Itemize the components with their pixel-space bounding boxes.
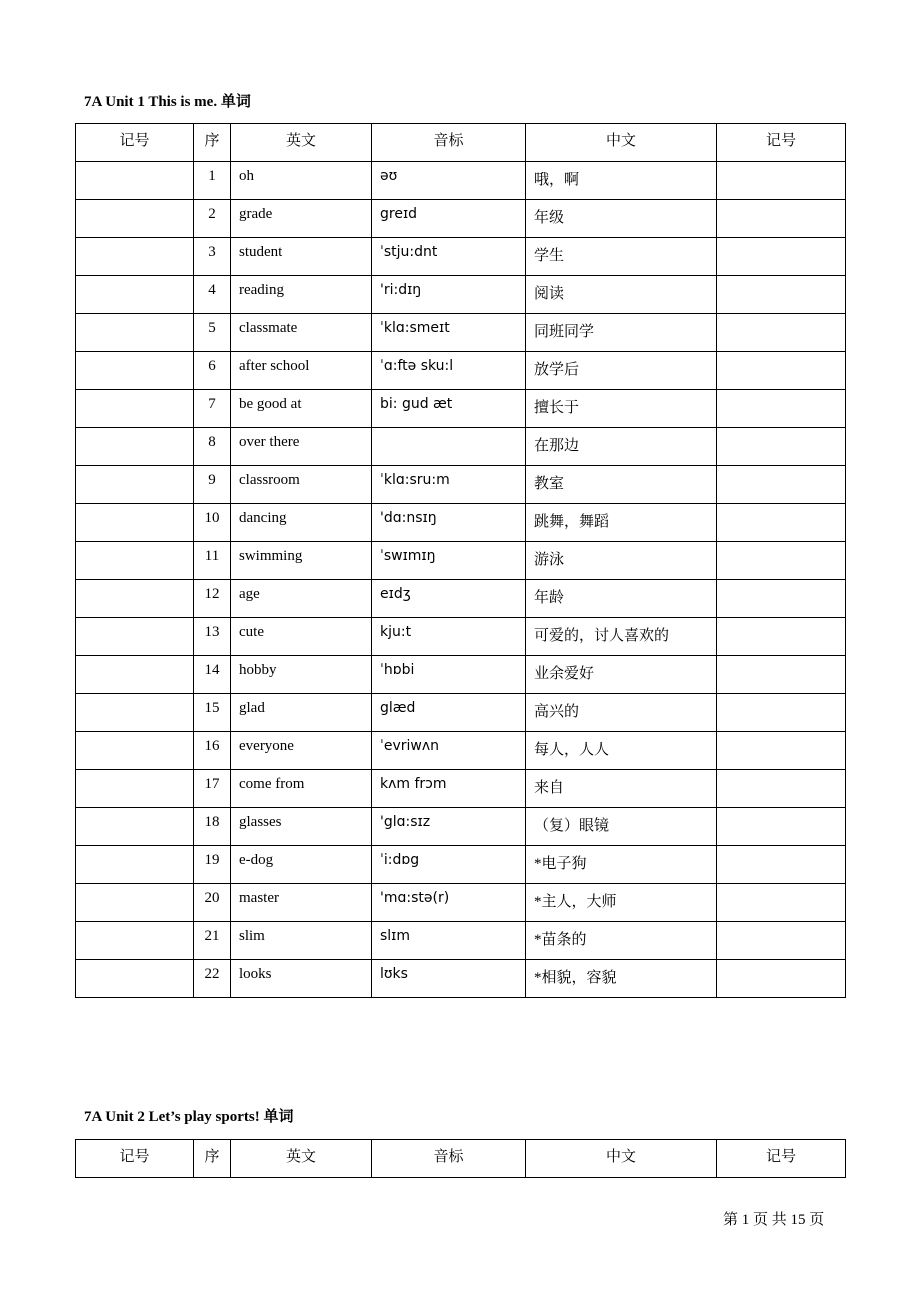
mark-cell-2[interactable] — [717, 542, 846, 580]
number-cell: 5 — [194, 314, 231, 352]
phonetic-cell: 'ri:dɪŋ — [372, 276, 526, 314]
table-row — [76, 390, 846, 428]
mark-cell[interactable] — [76, 314, 194, 352]
mark-cell-2[interactable] — [717, 314, 846, 352]
phonetic-cell: lʊks — [372, 960, 526, 998]
number-cell: 21 — [194, 922, 231, 960]
english-cell: e-dog — [231, 846, 372, 884]
mark-cell[interactable] — [76, 656, 194, 694]
english-cell: oh — [231, 162, 372, 200]
number-cell: 14 — [194, 656, 231, 694]
english-cell: swimming — [231, 542, 372, 580]
mark-cell-2[interactable] — [717, 466, 846, 504]
english-cell: student — [231, 238, 372, 276]
mark-cell[interactable] — [76, 276, 194, 314]
english-cell: be good at — [231, 390, 372, 428]
phonetic-cell: ˈklɑ:smeɪt — [372, 314, 526, 352]
phonetic-cell: ˈstju:dnt — [372, 238, 526, 276]
unit2-vocab-table — [75, 1139, 846, 1178]
mark-cell[interactable] — [76, 694, 194, 732]
table-row — [76, 314, 846, 352]
english-cell: master — [231, 884, 372, 922]
mark-cell[interactable] — [76, 770, 194, 808]
mark-cell-2[interactable] — [717, 200, 846, 238]
chinese-cell: 年级 — [526, 200, 717, 238]
phonetic-cell: kʌm frɔm — [372, 770, 526, 808]
chinese-cell: 来自 — [526, 770, 717, 808]
chinese-cell: 年龄 — [526, 580, 717, 618]
phonetic-cell: ˈi:dɒg — [372, 846, 526, 884]
table-row — [76, 428, 846, 466]
english-cell: reading — [231, 276, 372, 314]
header-mark-2: 记号 — [717, 124, 846, 162]
number-cell: 17 — [194, 770, 231, 808]
chinese-cell: 在那边 — [526, 428, 717, 466]
phonetic-cell: ˈɑ:ftə sku:l — [372, 352, 526, 390]
number-cell: 12 — [194, 580, 231, 618]
table-row — [76, 200, 846, 238]
phonetic-cell: glæd — [372, 694, 526, 732]
english-cell: hobby — [231, 656, 372, 694]
mark-cell[interactable] — [76, 580, 194, 618]
phonetic-cell: bi: gud æt — [372, 390, 526, 428]
header-chinese: 中文 — [526, 124, 717, 162]
chinese-cell: （复）眼镜 — [526, 808, 717, 846]
mark-cell-2[interactable] — [717, 162, 846, 200]
page-footer: 第 1 页 共 15 页 — [723, 1212, 825, 1228]
number-cell: 18 — [194, 808, 231, 846]
mark-cell[interactable] — [76, 200, 194, 238]
unit1-title: 7A Unit 1 This is me. 单词 — [84, 94, 251, 110]
mark-cell[interactable] — [76, 884, 194, 922]
mark-cell[interactable] — [76, 162, 194, 200]
number-cell: 22 — [194, 960, 231, 998]
number-cell: 9 — [194, 466, 231, 504]
chinese-cell: 教室 — [526, 466, 717, 504]
chinese-cell: 学生 — [526, 238, 717, 276]
number-cell: 13 — [194, 618, 231, 656]
table-row — [76, 276, 846, 314]
number-cell: 8 — [194, 428, 231, 466]
chinese-cell: *相貌，容貌 — [526, 960, 717, 998]
mark-cell-2[interactable] — [717, 618, 846, 656]
header-phonetic: 音标 — [372, 124, 526, 162]
phonetic-cell — [372, 428, 526, 466]
phonetic-cell: eɪdʒ — [372, 580, 526, 618]
mark-cell-2[interactable] — [717, 846, 846, 884]
table-row — [76, 960, 846, 998]
mark-cell-2[interactable] — [717, 770, 846, 808]
mark-cell[interactable] — [76, 922, 194, 960]
chinese-cell: *主人，大师 — [526, 884, 717, 922]
table-row — [76, 466, 846, 504]
table-row — [76, 884, 846, 922]
mark-cell[interactable] — [76, 732, 194, 770]
mark-cell-2[interactable] — [717, 352, 846, 390]
number-cell: 7 — [194, 390, 231, 428]
mark-cell[interactable] — [76, 352, 194, 390]
header-english: 英文 — [231, 1140, 372, 1178]
english-cell: grade — [231, 200, 372, 238]
phonetic-cell: kju:t — [372, 618, 526, 656]
chinese-cell: 游泳 — [526, 542, 717, 580]
number-cell: 16 — [194, 732, 231, 770]
chinese-cell: 跳舞，舞蹈 — [526, 504, 717, 542]
header-phonetic: 音标 — [372, 1140, 526, 1178]
mark-cell-2[interactable] — [717, 428, 846, 466]
mark-cell-2[interactable] — [717, 960, 846, 998]
unit2-title: 7A Unit 2 Let’s play sports! 单词 — [84, 1109, 294, 1125]
mark-cell[interactable] — [76, 808, 194, 846]
number-cell: 19 — [194, 846, 231, 884]
mark-cell[interactable] — [76, 466, 194, 504]
header-mark: 记号 — [76, 1140, 194, 1178]
chinese-cell: 哦，啊 — [526, 162, 717, 200]
mark-cell[interactable] — [76, 504, 194, 542]
unit1-vocab-table — [75, 123, 846, 998]
table-header-row — [76, 1140, 846, 1178]
phonetic-cell: ˈswɪmɪŋ — [372, 542, 526, 580]
chinese-cell: *苗条的 — [526, 922, 717, 960]
table-row — [76, 694, 846, 732]
number-cell: 6 — [194, 352, 231, 390]
mark-cell-2[interactable] — [717, 732, 846, 770]
chinese-cell: 阅读 — [526, 276, 717, 314]
english-cell: dancing — [231, 504, 372, 542]
chinese-cell: 每人，人人 — [526, 732, 717, 770]
table-row — [76, 504, 846, 542]
number-cell: 20 — [194, 884, 231, 922]
table-row — [76, 580, 846, 618]
header-chinese: 中文 — [526, 1140, 717, 1178]
mark-cell-2[interactable] — [717, 884, 846, 922]
mark-cell-2[interactable] — [717, 694, 846, 732]
chinese-cell: 同班同学 — [526, 314, 717, 352]
table-row — [76, 846, 846, 884]
mark-cell-2[interactable] — [717, 808, 846, 846]
header-english: 英文 — [231, 124, 372, 162]
english-cell: come from — [231, 770, 372, 808]
mark-cell-2[interactable] — [717, 504, 846, 542]
number-cell: 10 — [194, 504, 231, 542]
chinese-cell: 高兴的 — [526, 694, 717, 732]
phonetic-cell: ˈevriwʌn — [372, 732, 526, 770]
english-cell: after school — [231, 352, 372, 390]
table-row — [76, 352, 846, 390]
mark-cell-2[interactable] — [717, 276, 846, 314]
mark-cell-2[interactable] — [717, 390, 846, 428]
number-cell: 15 — [194, 694, 231, 732]
english-cell: age — [231, 580, 372, 618]
english-cell: glad — [231, 694, 372, 732]
chinese-cell: 可爱的，讨人喜欢的 — [526, 618, 717, 656]
header-number: 序 — [194, 1140, 231, 1178]
number-cell: 11 — [194, 542, 231, 580]
table-row — [76, 808, 846, 846]
table-row — [76, 732, 846, 770]
mark-cell-2[interactable] — [717, 580, 846, 618]
mark-cell[interactable] — [76, 390, 194, 428]
english-cell: over there — [231, 428, 372, 466]
table-row — [76, 618, 846, 656]
number-cell: 3 — [194, 238, 231, 276]
header-mark: 记号 — [76, 124, 194, 162]
english-cell: slim — [231, 922, 372, 960]
chinese-cell: 业余爱好 — [526, 656, 717, 694]
english-cell: classmate — [231, 314, 372, 352]
mark-cell-2[interactable] — [717, 238, 846, 276]
table-row — [76, 238, 846, 276]
phonetic-cell: ˈklɑ:sru:m — [372, 466, 526, 504]
english-cell: glasses — [231, 808, 372, 846]
english-cell: looks — [231, 960, 372, 998]
english-cell: cute — [231, 618, 372, 656]
phonetic-cell: 'glɑ:sɪz — [372, 808, 526, 846]
table-header-row — [76, 124, 846, 162]
chinese-cell: *电子狗 — [526, 846, 717, 884]
phonetic-cell: slɪm — [372, 922, 526, 960]
number-cell: 1 — [194, 162, 231, 200]
table-row — [76, 770, 846, 808]
header-number: 序 — [194, 124, 231, 162]
number-cell: 4 — [194, 276, 231, 314]
english-cell: classroom — [231, 466, 372, 504]
table-row — [76, 162, 846, 200]
mark-cell[interactable] — [76, 846, 194, 884]
phonetic-cell: 'dɑ:nsɪŋ — [372, 504, 526, 542]
header-mark-2: 记号 — [717, 1140, 846, 1178]
mark-cell[interactable] — [76, 238, 194, 276]
table-row — [76, 542, 846, 580]
chinese-cell: 擅长于 — [526, 390, 717, 428]
english-cell: everyone — [231, 732, 372, 770]
chinese-cell: 放学后 — [526, 352, 717, 390]
phonetic-cell: ˈhɒbi — [372, 656, 526, 694]
mark-cell-2[interactable] — [717, 922, 846, 960]
mark-cell-2[interactable] — [717, 656, 846, 694]
mark-cell[interactable] — [76, 618, 194, 656]
number-cell: 2 — [194, 200, 231, 238]
phonetic-cell: 'mɑ:stə(r) — [372, 884, 526, 922]
mark-cell[interactable] — [76, 542, 194, 580]
table-row — [76, 656, 846, 694]
phonetic-cell: əʊ — [372, 162, 526, 200]
mark-cell[interactable] — [76, 960, 194, 998]
phonetic-cell: greɪd — [372, 200, 526, 238]
mark-cell[interactable] — [76, 428, 194, 466]
table-row — [76, 922, 846, 960]
